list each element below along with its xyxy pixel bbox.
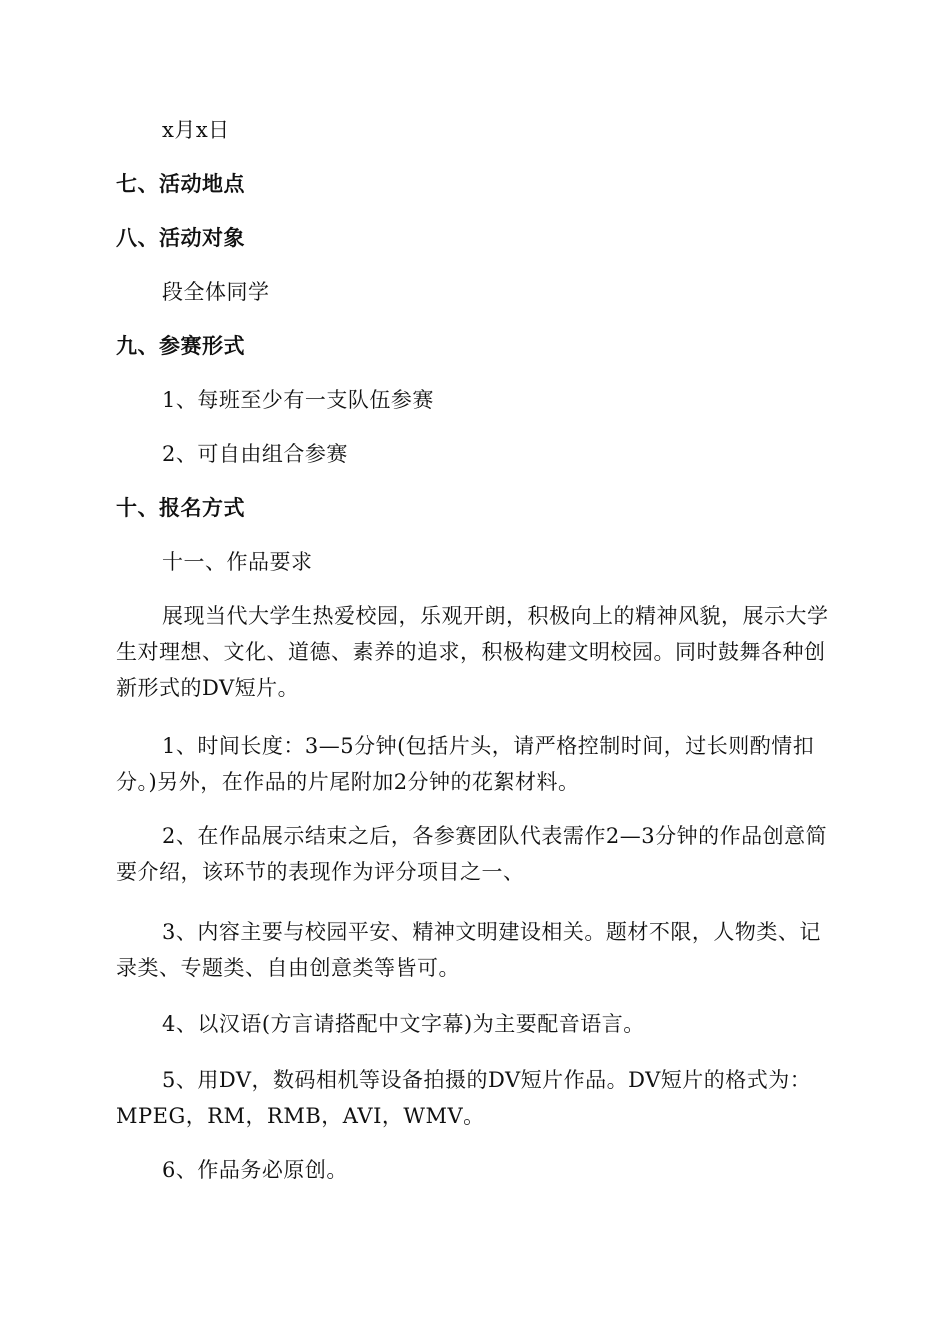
heading-audience: 八、活动对象 [116,225,245,250]
date-line: x月x日 [162,118,230,142]
format-item-1: 1、每班至少有一支队伍参赛 [162,388,434,412]
intro-paragraph: 展现当代大学生热爱校园，乐观开朗，积极向上的精神风貌，展示大学生对理想、文化、道德、素养的追求，积极构建文明校园。同时鼓舞各种创新形式的DV短片。 [116,604,829,700]
requirement-2: 2、在作品展示结束之后，各参赛团队代表需作2—3分钟的作品创意简要介绍，该环节的表现作为评分项目之一、 [116,824,828,884]
format-item-2: 2、可自由组合参赛 [162,442,348,466]
heading-registration: 十、报名方式 [116,495,245,520]
requirement-3: 3、内容主要与校园平安、精神文明建设相关。题材不限，人物类、记录类、专题类、自由创意类等皆可。 [116,920,821,980]
requirement-5: 5、用DV，数码相机等设备拍摄的DV短片作品。DV短片的格式为：MPEG，RM，RMB，AVI，WMV。 [116,1068,812,1128]
requirement-6: 6、作品务必原创。 [162,1158,348,1182]
heading-requirements: 十一、作品要求 [162,550,313,574]
heading-format: 九、参赛形式 [116,333,245,358]
heading-venue: 七、活动地点 [116,171,245,196]
requirement-1: 1、时间长度：3—5分钟(包括片头，请严格控制时间，过长则酌情扣分。)另外，在作品的片尾附加2分钟的花絮材料。 [116,734,815,794]
audience-text: 段全体同学 [162,280,270,304]
requirement-4: 4、以汉语(方言请搭配中文字幕)为主要配音语言。 [162,1012,645,1036]
